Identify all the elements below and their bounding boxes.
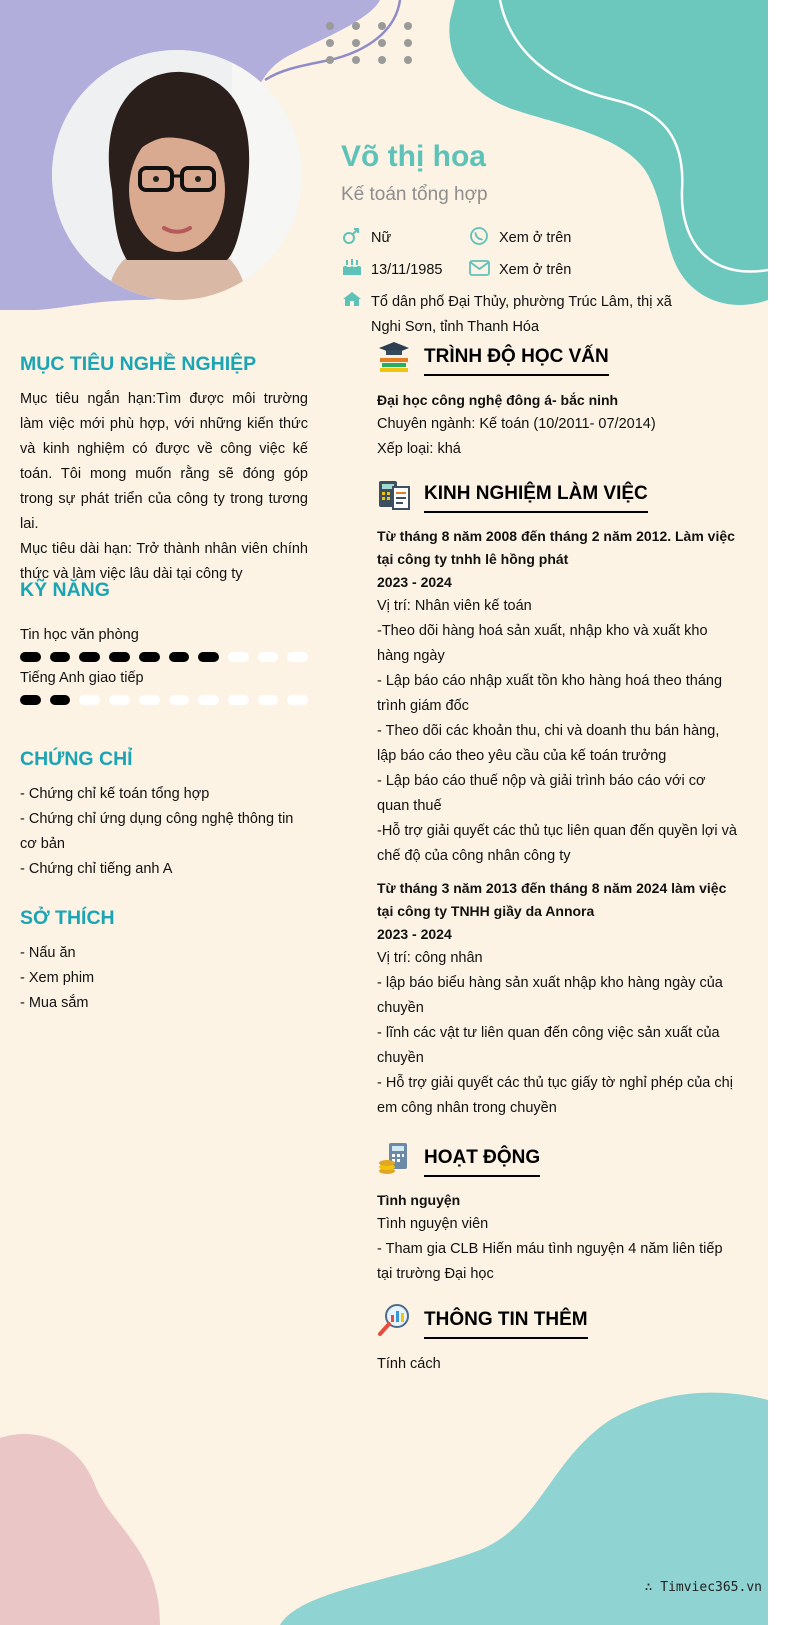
certificate-item: - Chứng chỉ kế toán tổng hợp: [20, 786, 210, 802]
objective-long-term: Mục tiêu dài hạn: Trở thành nhân viên chính thức và làm việc lâu dài tại công ty: [20, 541, 308, 582]
skill-segment-empty: [79, 695, 100, 705]
job-duty: - Theo dõi các khoản thu, chi và doanh thu bán hàng, lập báo cáo theo yêu cầu của kế toán trưởng: [377, 723, 720, 764]
skill-segment-filled: [109, 652, 130, 662]
hobbies-title: SỞ THÍCH: [20, 907, 115, 929]
education-title: TRÌNH ĐỘ HỌC VẤN: [424, 346, 609, 376]
birthday-cake-icon: [342, 258, 362, 276]
skill-segment-empty: [258, 695, 279, 705]
skill-segment-empty: [109, 695, 130, 705]
certificate-item: - Chứng chỉ ứng dụng công nghệ thông tin cơ bản: [20, 811, 294, 852]
report-calculator-icon: [377, 477, 411, 511]
skill-segment-empty: [287, 695, 308, 705]
home-icon: [342, 291, 362, 307]
gender-value: Nữ: [371, 230, 392, 246]
skills-title: KỸ NĂNG: [20, 579, 110, 601]
skill-segment-filled: [50, 695, 71, 705]
objective-title: MỤC TIÊU NGHỀ NGHIỆP: [20, 353, 257, 375]
skill-label: Tiếng Anh giao tiếp: [20, 670, 144, 686]
skills-section: [20, 578, 308, 705]
additional-section: [377, 1352, 739, 1377]
job-duty: -Theo dõi hàng hoá sản xuất, nhập kho và xuất kho hàng ngày: [377, 623, 708, 664]
skill-segment-empty: [139, 695, 160, 705]
activity-name: Tình nguyện: [377, 1192, 461, 1208]
skill-item: [20, 666, 308, 705]
skill-segment-empty: [258, 652, 279, 662]
hobby-item: - Mua sắm: [20, 995, 89, 1011]
experience-section: [377, 525, 739, 1121]
skill-label: Tin học văn phòng: [20, 627, 139, 643]
certificates-section: [20, 747, 308, 882]
hobby-item: - Xem phim: [20, 970, 95, 986]
skill-segment-filled: [198, 652, 219, 662]
skill-item: [20, 623, 308, 662]
experience-header: [377, 477, 717, 517]
job-heading: Từ tháng 8 năm 2008 đến tháng 2 năm 2012. Làm việc tại công ty tnhh lê hồng phát: [377, 528, 735, 567]
certificates-title: CHỨNG CHỈ: [20, 748, 133, 770]
skill-segment-filled: [50, 652, 71, 662]
graduation-books-icon: [377, 340, 411, 374]
hobby-item: - Nấu ăn: [20, 945, 76, 961]
job-duty: - Lập báo cáo nhập xuất tồn kho hàng hoá theo tháng trình giám đốc: [377, 673, 723, 714]
skill-segment-empty: [169, 695, 190, 705]
experience-title: KINH NGHIỆM LÀM VIỆC: [424, 483, 648, 513]
job-heading: Từ tháng 3 năm 2013 đến tháng 8 năm 2024 làm việc tại công ty TNHH giầy da Annora: [377, 880, 727, 919]
skill-level-bar: [20, 652, 308, 662]
skill-segment-empty: [228, 652, 249, 662]
skill-segment-filled: [79, 652, 100, 662]
skill-segment-empty: [287, 652, 308, 662]
phone-icon: [469, 226, 489, 246]
additional-title: THÔNG TIN THÊM: [424, 1309, 588, 1339]
job-position: Vị trí: Nhân viên kế toán: [377, 598, 532, 614]
job-duty: - lĩnh các vật tư liên quan đến công việc sản xuất của chuyền: [377, 1025, 720, 1066]
skill-segment-filled: [20, 695, 41, 705]
pink-blob: [0, 1430, 170, 1625]
education-header: [377, 340, 717, 380]
activity-role: Tình nguyện viên: [377, 1216, 489, 1232]
job-duty: -Hỗ trợ giải quyết các thủ tục liên quan đến quyền lợi và chế độ của công nhân công ty: [377, 823, 737, 864]
objective-short-term: Mục tiêu ngắn hạn:Tìm được môi trường làm việc mới phù hợp, với những kiến thức và kinh nghiệm có được về công việc kế toán. Tôi mong muốn rằng sẽ đóng góp trong sự phát triển của công ty trong tương lai.: [20, 391, 308, 532]
additional-header: [377, 1303, 717, 1343]
job-period: 2023 - 2024: [377, 574, 452, 590]
candidate-name: Võ thị hoa: [341, 140, 486, 173]
certificate-item: - Chứng chỉ tiếng anh A: [20, 861, 173, 877]
activity-detail: - Tham gia CLB Hiến máu tình nguyện 4 năm liên tiếp tại trường Đại học: [377, 1241, 723, 1282]
watermark: ∴ Timviec365.vn: [644, 1580, 762, 1595]
education-grade: Xếp loại: khá: [377, 441, 461, 457]
magnifier-chart-icon: [377, 1303, 411, 1337]
job-position: Vị trí: công nhân: [377, 950, 483, 966]
job-entry: [377, 877, 739, 1121]
job-duty: - lập báo biểu hàng sản xuất nhập kho hàng ngày của chuyền: [377, 975, 723, 1016]
address-line-2: Nghi Sơn, tỉnh Thanh Hóa: [371, 319, 540, 335]
gender-icon: [342, 226, 360, 246]
skill-segment-filled: [139, 652, 160, 662]
calculator-coins-icon: [377, 1141, 411, 1175]
email-value: Xem ở trên: [499, 262, 572, 278]
hobbies-section: [20, 906, 308, 1016]
education-school: Đại học công nghệ đông á- bắc ninh: [377, 392, 619, 408]
skill-segment-filled: [169, 652, 190, 662]
job-duty: - Lập báo cáo thuế nộp và giải trình báo cáo với cơ quan thuế: [377, 773, 706, 814]
skill-level-bar: [20, 695, 308, 705]
birthdate-value: 13/11/1985: [371, 262, 443, 278]
email-icon: [469, 260, 490, 276]
skill-segment-empty: [198, 695, 219, 705]
avatar: [52, 50, 302, 300]
address-line-1: Tổ dân phố Đại Thủy, phường Trúc Lâm, thị xã: [371, 294, 672, 310]
objective-section: [20, 352, 308, 587]
decorative-dots: [326, 22, 416, 72]
activities-section: [377, 1189, 739, 1287]
activities-title: HOẠT ĐỘNG: [424, 1147, 540, 1177]
additional-text: Tính cách: [377, 1356, 441, 1372]
skill-segment-empty: [228, 695, 249, 705]
job-entry: [377, 525, 739, 869]
skill-segment-filled: [20, 652, 41, 662]
education-section: [377, 389, 739, 462]
education-major: Chuyên ngành: Kế toán (10/2011- 07/2014): [377, 416, 656, 432]
job-title: Kế toán tổng hợp: [341, 184, 488, 205]
job-duty: - Hỗ trợ giải quyết các thủ tục giấy tờ nghỉ phép của chị em công nhân trong chuyền: [377, 1075, 733, 1116]
job-period: 2023 - 2024: [377, 926, 452, 942]
activities-header: [377, 1141, 717, 1181]
phone-value: Xem ở trên: [499, 230, 572, 246]
